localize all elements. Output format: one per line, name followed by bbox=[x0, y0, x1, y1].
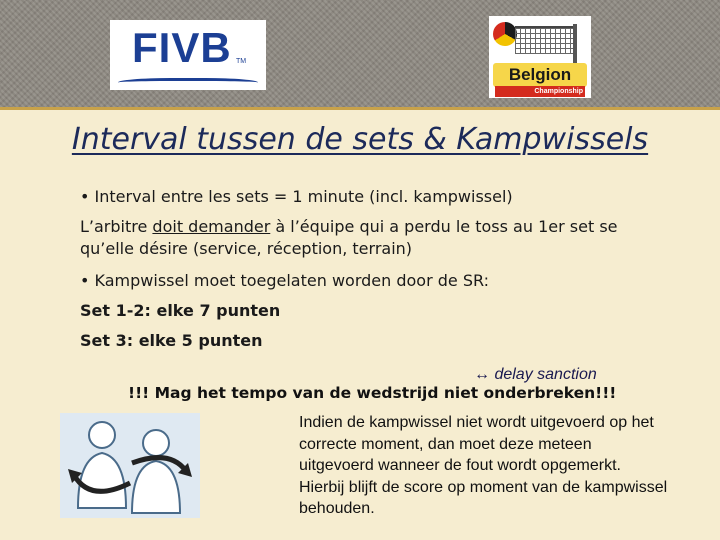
slide-title: Interval tussen de sets & Kampwissels bbox=[71, 122, 649, 157]
header-band bbox=[0, 0, 720, 110]
belgion-wordmark: Belgion bbox=[493, 63, 587, 87]
content-line-3: • Kampwissel moet toegelaten worden door de SR: bbox=[80, 271, 489, 290]
fivb-swoosh bbox=[118, 78, 258, 87]
line2-pre: L’arbitre bbox=[80, 217, 153, 236]
delay-sanction-note: ↔ delay sanction bbox=[474, 366, 597, 383]
kampwissel-note: Indien de kampwissel niet wordt uitgevoerd op het correcte moment, dan moet deze meteen uitgevoerd wanneer de fout wordt opgemerkt. Hierbij blijft de score op moment van de kampwissel behouden. bbox=[299, 414, 668, 517]
volleyball-icon bbox=[493, 22, 517, 46]
warning-text: !!! Mag het tempo van de wedstrijd niet onderbreken!!! bbox=[128, 384, 617, 402]
championship-label: Championship bbox=[495, 86, 585, 97]
belgion-championship-logo bbox=[489, 16, 591, 98]
content-line-5: Set 3: elke 5 punten bbox=[80, 331, 263, 350]
line2-underlined: doit demander bbox=[152, 217, 271, 236]
content-line-2 bbox=[80, 216, 660, 260]
line2-post: à l’équipe qui a perdu le toss au 1er set se qu’elle désire (service, réception, terrain) bbox=[80, 217, 618, 258]
content-line-4: Set 1-2: elke 7 punten bbox=[80, 301, 281, 320]
referee-court-switch-icon bbox=[60, 413, 200, 518]
net-icon bbox=[515, 26, 573, 54]
net-post bbox=[573, 24, 577, 64]
content-line-1: • Interval entre les sets = 1 minute (incl. kampwissel) bbox=[80, 187, 513, 206]
fivb-logo-text: FIVB bbox=[132, 24, 232, 71]
content-body bbox=[80, 182, 660, 356]
fivb-logo-tm: TM bbox=[236, 58, 247, 65]
fivb-logo bbox=[110, 20, 266, 90]
